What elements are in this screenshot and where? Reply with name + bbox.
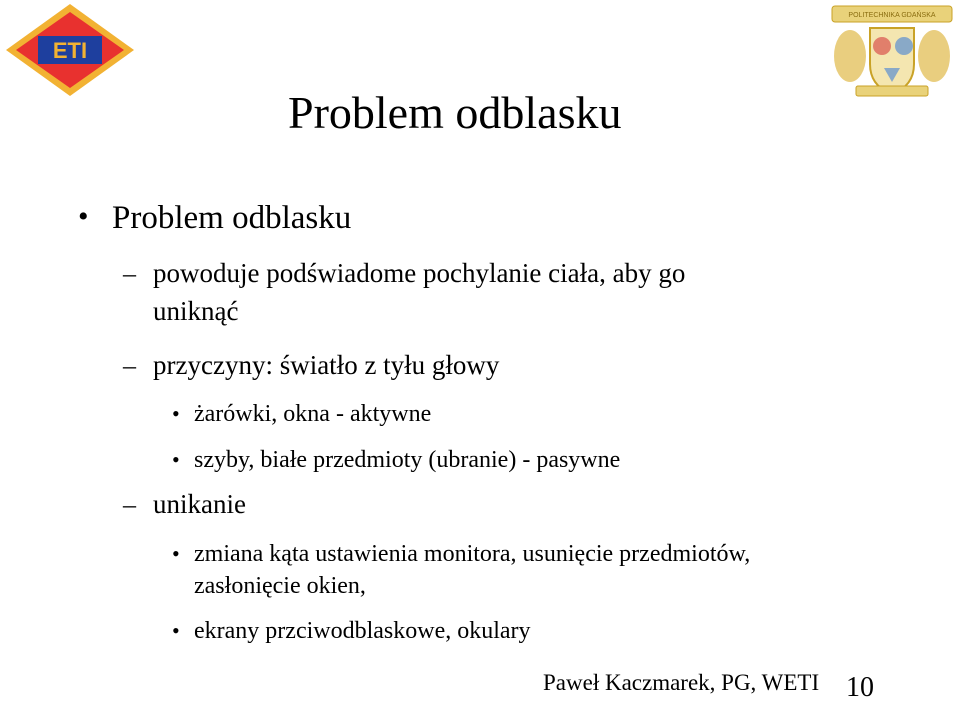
pg-crest-cross [895,37,913,55]
eti-logo [4,2,136,98]
sub-sub-item-text: szyby, białe przedmioty (ubranie) - pasywne [194,447,621,473]
sub-item-text: powoduje podświadome pochylanie ciała, aby go [153,258,686,288]
bullet-marker: • [172,541,180,566]
pg-crest-banner-text: POLITECHNIKA GDAŃSKA [848,12,936,19]
dash-marker: – [123,259,136,288]
dash-marker: – [123,490,136,519]
sub-item-text-continued: uniknąć [153,296,239,326]
pg-crest-eagle [873,37,891,55]
sub-sub-item-text: ekrany przciwodblaskowe, okulary [194,618,531,644]
sub-sub-item-text: żarówki, okna - aktywne [194,401,432,427]
bullet-marker: • [172,618,180,643]
pg-crest-bottom-banner [856,86,928,96]
slide-title: Problem odblasku [288,87,622,138]
eti-logo-text: ETI [52,38,88,63]
sub-item-text: przyczyny: światło z tyłu głowy [153,350,500,380]
pg-crest-logo [826,2,958,100]
sub-item-text: unikanie [153,489,246,519]
dash-marker: – [123,351,136,380]
pg-crest-lion-right [918,30,950,82]
page-number: 10 [846,672,874,703]
bullet-marker: • [78,200,89,233]
bullet-text: Problem odblasku [112,200,352,236]
footer-author: Paweł Kaczmarek, PG, WETI [543,670,820,695]
sub-sub-item-text: zmiana kąta ustawienia monitora, usunięcie przedmiotów, [194,541,751,567]
bullet-marker: • [172,401,180,426]
pg-crest-lion-left [834,30,866,82]
sub-sub-item-text-continued: zasłonięcie okien, [194,573,366,599]
bullet-marker: • [172,447,180,472]
